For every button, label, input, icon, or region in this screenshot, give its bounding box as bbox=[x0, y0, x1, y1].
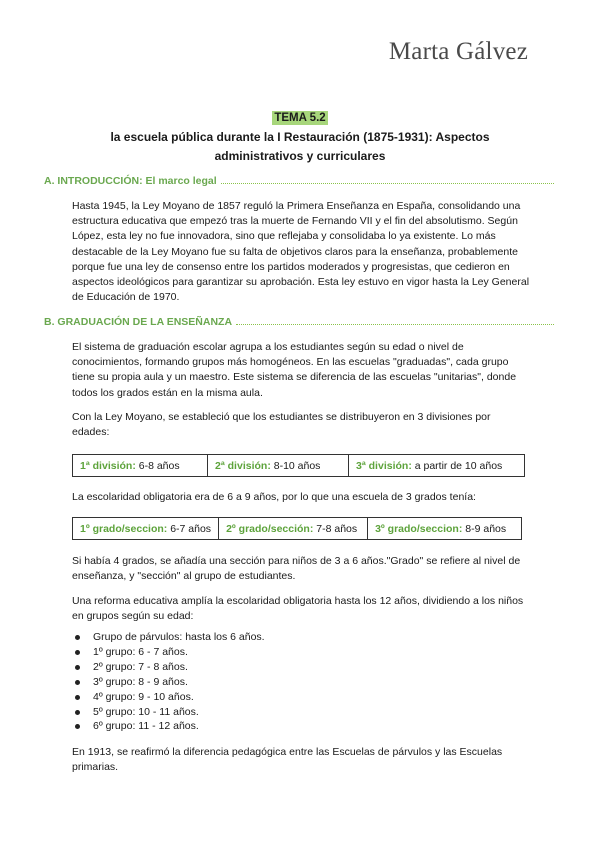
division-cell: 3ª división: a partir de 10 años bbox=[349, 455, 525, 477]
divisions-table bbox=[72, 454, 525, 477]
list-item: Grupo de párvulos: hasta los 6 años. bbox=[72, 630, 265, 645]
dotted-leader bbox=[236, 324, 554, 325]
table-row bbox=[73, 518, 522, 540]
compulsory-paragraph: La escolaridad obligatoria era de 6 a 9 años, por lo que una escuela de 3 grados tenía: bbox=[72, 491, 476, 503]
age-groups-list bbox=[72, 630, 265, 734]
subtitle-line-2: administrativos y curriculares bbox=[214, 149, 386, 163]
division-cell: 2ª división: 8-10 años bbox=[208, 455, 349, 477]
divisions-intro: Con la Ley Moyano, se estableció que los estudiantes se distribuyeron en 3 divisiones por edades: bbox=[72, 411, 491, 439]
grades-table bbox=[72, 517, 522, 540]
subtitle-line-1: la escuela pública durante la I Restauración (1875-1931): Aspectos bbox=[110, 130, 490, 144]
grade-cell: 1º grado/seccion: 6-7 años bbox=[73, 518, 219, 540]
title-block bbox=[60, 108, 540, 166]
dotted-leader bbox=[221, 183, 554, 184]
list-item: 6º grupo: 11 - 12 años. bbox=[72, 719, 265, 734]
grade-cell: 3º grado/seccion: 8-9 años bbox=[368, 518, 522, 540]
list-item: 3º grupo: 8 - 9 años. bbox=[72, 675, 265, 690]
list-item: 5º grupo: 10 - 11 años. bbox=[72, 705, 265, 720]
section-a-title: A. INTRODUCCIÓN: El marco legal bbox=[44, 175, 217, 187]
four-grades-paragraph: Si había 4 grados, se añadía una sección para niños de 3 a 6 años."Grado" se refiere al nivel de enseñanza, y "sección" al grupo de estudiantes. bbox=[72, 555, 521, 583]
section-b-heading bbox=[44, 316, 554, 328]
grade-cell: 2º grado/sección: 7-8 años bbox=[219, 518, 368, 540]
closing-paragraph: En 1913, se reafirmó la diferencia pedagógica entre las Escuelas de párvulos y las Escuelas primarias. bbox=[72, 746, 503, 774]
reform-paragraph: Una reforma educativa amplía la escolaridad obligatoria hasta los 12 años, dividiendo a los niños en grupos según su edad: bbox=[72, 595, 524, 623]
graduation-paragraph: El sistema de graduación escolar agrupa a los estudiantes según su edad o nivel de conocimientos, formando grupos más homogéneos. En las escuelas "graduadas", cada grupo tiene su propia aula y un maestro. Este sistema se diferencia de las escuelas "unitarias", donde todos los grados están en la misma aula. bbox=[72, 341, 517, 399]
list-item: 1º grupo: 6 - 7 años. bbox=[72, 645, 265, 660]
intro-paragraph: Hasta 1945, la Ley Moyano de 1857 reguló la Primera Enseñanza en España, consolidando una estructura educativa que empezó tras la muerte de Fernando VII y el fin del absolutismo. Según López, esta ley no fue innovadora, sino que reflejaba y consolidaba lo ya existente. Lo más destacable de la Ley Moyano fue su falta de objetivos claros para la enseñanza, probablemente porque fue una ley de consenso entre los partidos moderados y progresistas, que cedieron en aspectos ideológicos para garantizar su aprobación. Esta ley estuvo en vigor hasta la Ley General de Educación de 1970. bbox=[72, 200, 530, 304]
list-item: 4º grupo: 9 - 10 años. bbox=[72, 690, 265, 705]
document-subtitle bbox=[60, 128, 540, 166]
section-a-heading bbox=[44, 175, 554, 187]
division-cell: 1ª división: 6-8 años bbox=[73, 455, 208, 477]
table-row bbox=[73, 455, 525, 477]
section-b-title: B. GRADUACIÓN DE LA ENSEÑANZA bbox=[44, 316, 233, 328]
author-name: Marta Gálvez bbox=[388, 38, 528, 65]
topic-label: TEMA 5.2 bbox=[274, 112, 326, 124]
list-item: 2º grupo: 7 - 8 años. bbox=[72, 660, 265, 675]
